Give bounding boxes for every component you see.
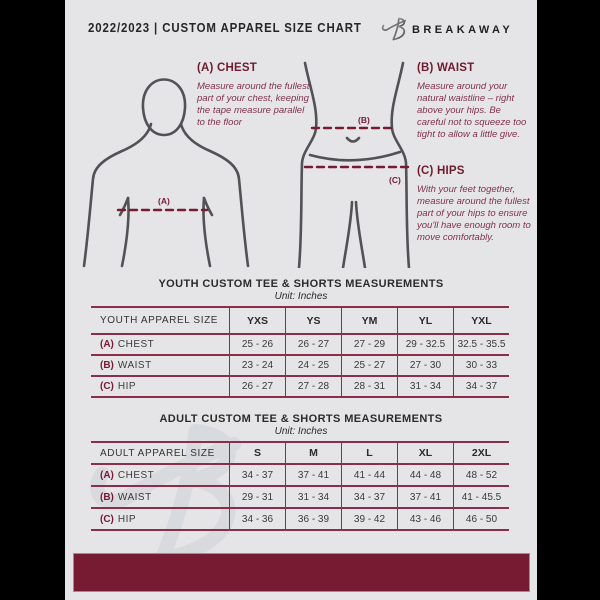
table-value: 24 - 25 bbox=[285, 356, 341, 375]
hips-heading: (C) HIPS bbox=[417, 165, 465, 177]
table-value: 41 - 45.5 bbox=[453, 487, 509, 507]
adult-table-header-row bbox=[91, 441, 509, 463]
adult-size-m: M bbox=[285, 443, 341, 463]
table-value: 37 - 41 bbox=[397, 487, 453, 507]
youth-size-table bbox=[91, 306, 509, 398]
youth-size-column-header: YOUTH APPAREL SIZE bbox=[100, 315, 219, 326]
youth-waist-row bbox=[91, 354, 509, 375]
table-value: 29 - 32.5 bbox=[397, 335, 453, 354]
table-value: 34 - 37 bbox=[341, 487, 397, 507]
hips-instructions bbox=[417, 165, 535, 244]
chest-heading: (A) CHEST bbox=[197, 62, 257, 74]
adult-hip-row bbox=[91, 507, 509, 529]
youth-size-yxl: YXL bbox=[453, 308, 509, 333]
navel-mark bbox=[347, 138, 359, 142]
table-value: 34 - 37 bbox=[229, 465, 285, 485]
row-label: (C) HIP bbox=[100, 513, 137, 525]
row-label: (A) CHEST bbox=[100, 339, 155, 350]
table-value: 39 - 42 bbox=[341, 509, 397, 529]
adult-unit-label: Unit: Inches bbox=[274, 426, 328, 437]
adult-waist-row bbox=[91, 485, 509, 507]
hip-marker-label: (C) bbox=[389, 175, 401, 185]
chest-body-text: Measure around the fullest part of your chest, keeping the tape measure parallel to the floor bbox=[197, 81, 310, 128]
table-value: 41 - 44 bbox=[341, 465, 397, 485]
table-value: 46 - 50 bbox=[453, 509, 509, 529]
table-value: 31 - 34 bbox=[397, 377, 453, 396]
hips-body-text: With your feet together, measure around the fullest part of your hips to ensure you'll have enough room to move comfortably. bbox=[417, 184, 531, 243]
table-value: 27 - 29 bbox=[341, 335, 397, 354]
waist-instructions bbox=[417, 62, 531, 141]
table-value: 34 - 37 bbox=[453, 377, 509, 396]
table-value: 36 - 39 bbox=[285, 509, 341, 529]
youth-section-title: YOUTH CUSTOM TEE & SHORTS MEASUREMENTS bbox=[158, 278, 444, 290]
table-value: 26 - 27 bbox=[229, 377, 285, 396]
page-title: 2022/2023 | CUSTOM APPAREL SIZE CHART bbox=[88, 20, 362, 35]
table-value: 44 - 48 bbox=[397, 465, 453, 485]
youth-chest-row bbox=[91, 333, 509, 354]
chest-marker-label: (A) bbox=[158, 196, 170, 206]
youth-size-yl: YL bbox=[397, 308, 453, 333]
adult-section-title: ADULT CUSTOM TEE & SHORTS MEASUREMENTS bbox=[159, 413, 443, 425]
table-value: 34 - 36 bbox=[229, 509, 285, 529]
youth-hip-row bbox=[91, 375, 509, 396]
table-value: 27 - 30 bbox=[397, 356, 453, 375]
row-label: (A) CHEST bbox=[100, 469, 155, 481]
adult-size-2xl: 2XL bbox=[453, 443, 509, 463]
adult-chest-row bbox=[91, 463, 509, 485]
row-label: (B) WAIST bbox=[100, 491, 152, 503]
table-value: 23 - 24 bbox=[229, 356, 285, 375]
table-value: 26 - 27 bbox=[285, 335, 341, 354]
waist-heading: (B) WAIST bbox=[417, 62, 475, 74]
youth-unit-label: Unit: Inches bbox=[274, 291, 328, 302]
footer-accent-bar bbox=[73, 553, 530, 592]
waist-marker-label: (B) bbox=[358, 115, 370, 125]
chest-instructions bbox=[197, 62, 311, 129]
table-value: 48 - 52 bbox=[453, 465, 509, 485]
table-value: 25 - 26 bbox=[229, 335, 285, 354]
table-value: 31 - 34 bbox=[285, 487, 341, 507]
table-value: 29 - 31 bbox=[229, 487, 285, 507]
size-chart-page bbox=[65, 0, 537, 600]
table-value: 30 - 33 bbox=[453, 356, 509, 375]
hip-curve bbox=[310, 152, 400, 160]
row-label: (B) WAIST bbox=[100, 360, 152, 371]
table-value: 25 - 27 bbox=[341, 356, 397, 375]
brand-name: BREAKAWAY bbox=[412, 24, 514, 36]
adult-size-column-header: ADULT APPAREL SIZE bbox=[100, 447, 215, 459]
youth-size-yxs: YXS bbox=[229, 308, 285, 333]
table-value: 43 - 46 bbox=[397, 509, 453, 529]
youth-size-ys: YS bbox=[285, 308, 341, 333]
breakaway-b-logo-icon bbox=[380, 15, 408, 43]
table-value: 32.5 - 35.5 bbox=[453, 335, 509, 354]
adult-size-l: L bbox=[341, 443, 397, 463]
adult-size-table bbox=[91, 441, 509, 531]
table-value: 28 - 31 bbox=[341, 377, 397, 396]
row-label: (C) HIP bbox=[100, 381, 137, 392]
adult-size-xl: XL bbox=[397, 443, 453, 463]
waist-hip-measurement-figure bbox=[293, 60, 415, 268]
table-value: 27 - 28 bbox=[285, 377, 341, 396]
youth-table-header-row bbox=[91, 306, 509, 333]
table-value: 37 - 41 bbox=[285, 465, 341, 485]
adult-size-s: S bbox=[229, 443, 285, 463]
youth-size-ym: YM bbox=[341, 308, 397, 333]
waist-body-text: Measure around your natural waistline – right above your hips. Be careful not to squeeze too tight to allow a little give. bbox=[417, 81, 527, 140]
